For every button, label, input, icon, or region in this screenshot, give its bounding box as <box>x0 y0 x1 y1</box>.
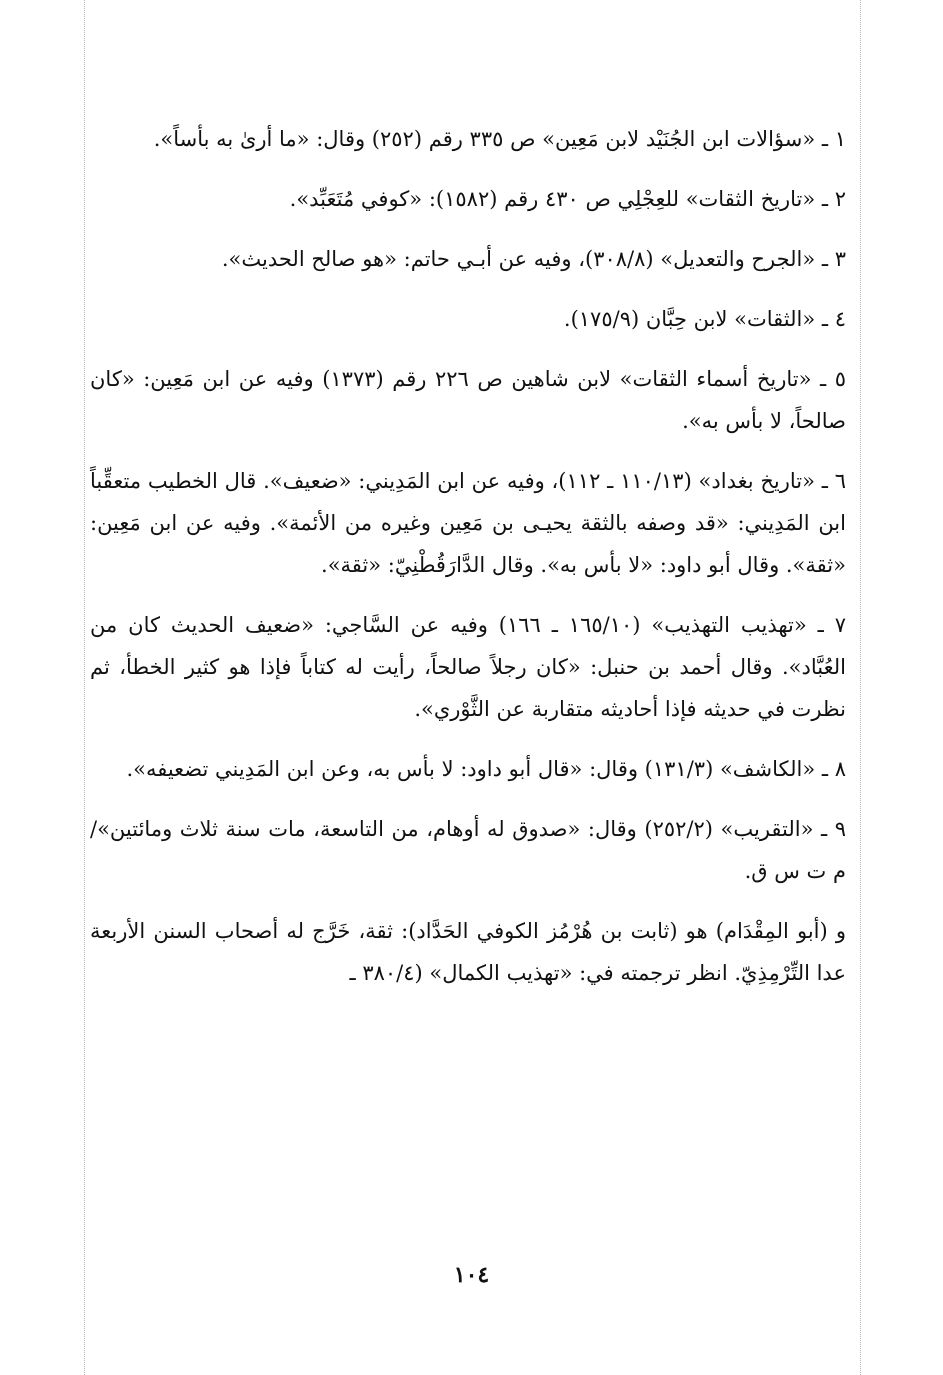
left-margin-guide <box>84 0 85 1375</box>
page-number: ١٠٤ <box>453 1262 490 1288</box>
footnote-4: ٤ ـ «الثقات» لابن حِبَّان (١٧٥/٩). <box>563 307 846 331</box>
footnote-8: ٨ ـ «الكاشف» (١٣١/٣) وقال: «قال أبو داود: لا بأس به، وعن ابن المَدِيني تضعيفه». <box>126 757 846 781</box>
footnote-9: ٩ ـ «التقريب» (٢٥٢/٢) وقال: «صدوق له أوهام، من التاسعة، مات سنة ثلاث ومائتين»/ م ت س ق. <box>90 817 846 883</box>
footnote-1: ١ ـ «سؤالات ابن الجُنَيْد لابن مَعِين» ص ٣٣٥ رقم (٢٥٢) وقال: «ما أرىٰ به بأساً». <box>153 127 846 151</box>
footnote-6: ٦ ـ «تاريخ بغداد» (١١٠/١٣ ـ ١١٢)، وفيه عن ابن المَدِيني: «ضعيف». قال الخطيب متعقِّباً ابن المَدِيني: «قد وصفه بالثقة يحيـى بن مَعِين وغيره من الأئمة». وفيه عن ابن مَعِين: «ثقة». وقال أبو داود: «لا بأس به». وقال الدَّارَقُطْنِيّ: «ثقة». <box>90 469 847 577</box>
footnote-3: ٣ ـ «الجرح والتعديل» (٣٠٨/٨)، وفيه عن أبـي حاتم: «هو صالح الحديث». <box>221 247 846 271</box>
closing-paragraph: و (أبو المِقْدَام) هو (ثابت بن هُرْمُز الكوفي الحَدَّاد): ثقة، خَرَّج له أصحاب السنن الأربعة عدا التِّرْمِذِيّ. انظر ترجمته في: «تهذيب الكمال» (٣٨٠/٤ ـ <box>90 919 846 985</box>
main-text <box>90 118 846 994</box>
footnote-2: ٢ ـ «تاريخ الثقات» للعِجْلِي ص ٤٣٠ رقم (١٥٨٢): «كوفي مُتَعَبِّد». <box>289 187 846 211</box>
footnote-5: ٥ ـ «تاريخ أسماء الثقات» لابن شاهين ص ٢٢٦ رقم (١٣٧٣) وفيه عن ابن مَعِين: «كان صالحاً، لا بأس به». <box>90 367 846 433</box>
footnote-7: ٧ ـ «تهذيب التهذيب» (١٦٥/١٠ ـ ١٦٦) وفيه عن السَّاجي: «ضعيف الحديث كان من العُبَّاد». وقال أحمد بن حنبل: «كان رجلاً صالحاً، رأيت له كتاباً فإذا هو كثير الخطأ، ثم نظرت في حديثه فإذا أحاديثه متقاربة عن الثَّوْري». <box>90 613 846 721</box>
right-margin-guide <box>860 0 861 1375</box>
